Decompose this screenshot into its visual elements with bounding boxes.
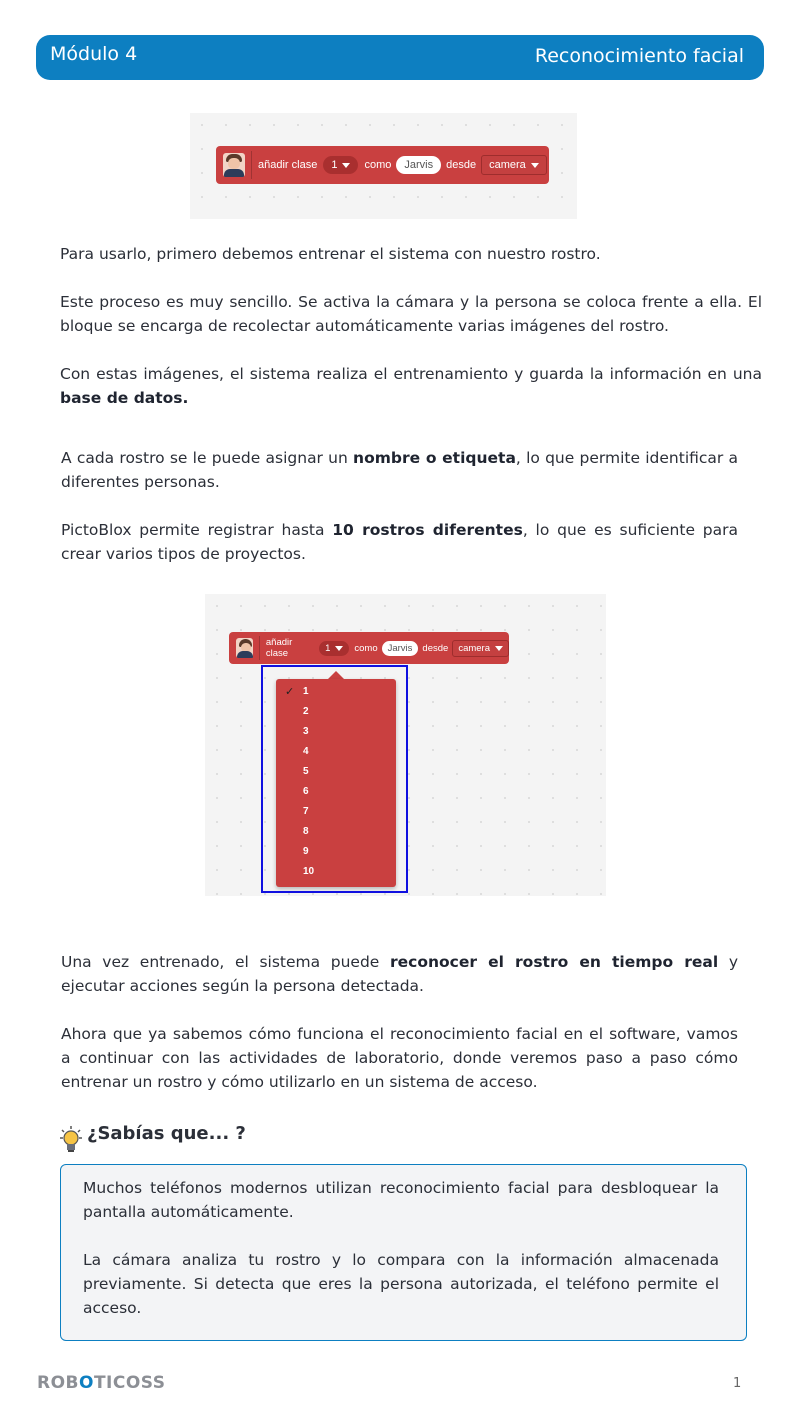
paragraph-3 bbox=[60, 362, 762, 410]
paragraph-4-a: A cada rostro se le puede asignar un bbox=[61, 449, 354, 467]
add-class-block-2[interactable] bbox=[229, 632, 509, 664]
dropdown-option[interactable]: 9 bbox=[303, 846, 309, 857]
paragraph-4 bbox=[61, 446, 738, 494]
paragraph-5 bbox=[61, 518, 738, 566]
block-label-from: desde bbox=[446, 159, 477, 171]
caret-down-icon bbox=[342, 163, 350, 168]
source-value: camera bbox=[458, 642, 490, 654]
dropdown-option[interactable]: 3 bbox=[303, 726, 309, 737]
paragraph-6-a: Una vez entrenado, el sistema puede bbox=[61, 953, 390, 971]
paragraph-4-b: , lo que permite identificar a diferentes personas. bbox=[61, 449, 738, 491]
paragraph-5-a: PictoBlox permite registrar hasta bbox=[61, 521, 333, 539]
dropdown-option[interactable]: 5 bbox=[303, 766, 309, 777]
logo-part-3: TICOSS bbox=[93, 1373, 166, 1393]
tip-box bbox=[60, 1164, 747, 1341]
paragraph-2: Este proceso es muy sencillo. Se activa la cámara y la persona se coloca frente a ella. El bloque se encarga de recolectar automáticamente varias imágenes del rostro. bbox=[60, 293, 762, 335]
paragraph-6-bold: reconocer el rostro en tiempo real bbox=[389, 953, 719, 971]
dropdown-option[interactable]: 7 bbox=[303, 806, 309, 817]
caret-down-icon bbox=[495, 646, 503, 651]
paragraph-4-bold: nombre o etiqueta bbox=[353, 449, 516, 467]
highlight-box bbox=[261, 665, 408, 893]
paragraph-6 bbox=[61, 950, 738, 998]
paragraph-3-text: Con estas imágenes, el sistema realiza el entrenamiento y guarda la información en una bbox=[60, 365, 762, 383]
page-header bbox=[36, 35, 764, 80]
dropdown-option[interactable]: 4 bbox=[303, 746, 309, 757]
paragraph-5-bold: 10 rostros diferentes bbox=[332, 521, 523, 539]
block-label-add: añadir clase bbox=[265, 637, 293, 659]
paragraph-7: Ahora que ya sabemos cómo funciona el reconocimiento facial en el software, vamos a continuar con las actividades de laboratorio, donde veremos paso a paso cómo entrenar un rostro y cómo utilizarlo en un sistema de acceso. bbox=[61, 1025, 738, 1091]
lightbulb-icon bbox=[60, 1126, 82, 1154]
block-label-as: como bbox=[354, 642, 378, 654]
caret-down-icon bbox=[335, 646, 343, 651]
block-screenshot-1 bbox=[190, 113, 577, 219]
tip-paragraph-1: Muchos teléfonos modernos utilizan reconocimiento facial para desbloquear la pantalla automáticamente. bbox=[83, 1179, 719, 1221]
tip-title: ¿Sabías que... ? bbox=[87, 1123, 246, 1144]
add-class-block[interactable] bbox=[216, 146, 549, 184]
module-title: Módulo 4 bbox=[50, 43, 138, 65]
name-input[interactable]: Jarvis bbox=[396, 156, 441, 174]
page-number: 1 bbox=[733, 1376, 742, 1391]
paragraph-1: Para usarlo, primero debemos entrenar el sistema con nuestro rostro. bbox=[60, 245, 601, 263]
dropdown-option[interactable]: 1 bbox=[303, 686, 309, 697]
source-dropdown[interactable] bbox=[481, 155, 547, 175]
logo-part-2: O bbox=[79, 1373, 94, 1393]
block-label-as: como bbox=[364, 159, 392, 171]
face-avatar-icon bbox=[236, 638, 253, 658]
caret-down-icon bbox=[531, 163, 539, 168]
source-dropdown[interactable] bbox=[452, 640, 509, 657]
dropdown-option[interactable]: 8 bbox=[303, 826, 309, 837]
name-input[interactable]: Jarvis bbox=[382, 641, 419, 656]
class-dropdown[interactable] bbox=[323, 156, 358, 174]
paragraph-5-b: , lo que es suficiente para crear varios tipos de proyectos. bbox=[61, 521, 738, 563]
paragraph-6-b: y ejecutar acciones según la persona detectada. bbox=[61, 953, 738, 995]
tip-paragraph-2: La cámara analiza tu rostro y lo compara con la información almacenada previamente. Si detecta que eres la persona autorizada, el teléfono permite el acceso. bbox=[83, 1251, 719, 1317]
class-value: 1 bbox=[325, 642, 331, 654]
class-value: 1 bbox=[331, 159, 338, 171]
check-icon: ✓ bbox=[285, 686, 295, 698]
class-dropdown[interactable] bbox=[319, 641, 349, 656]
topic-title: Reconocimiento facial bbox=[534, 45, 744, 67]
dropdown-option[interactable]: 6 bbox=[303, 786, 309, 797]
dropdown-option[interactable]: 2 bbox=[303, 706, 309, 717]
source-value: camera bbox=[489, 159, 526, 171]
logo-part-1: ROB bbox=[37, 1373, 79, 1393]
face-avatar-icon bbox=[223, 153, 245, 177]
block-label-from: desde bbox=[422, 642, 449, 654]
dropdown-option[interactable]: 10 bbox=[303, 866, 315, 877]
roboticoss-logo bbox=[37, 1373, 166, 1393]
paragraph-3-bold: base de datos. bbox=[60, 389, 189, 407]
block-label-add: añadir clase bbox=[258, 159, 318, 171]
